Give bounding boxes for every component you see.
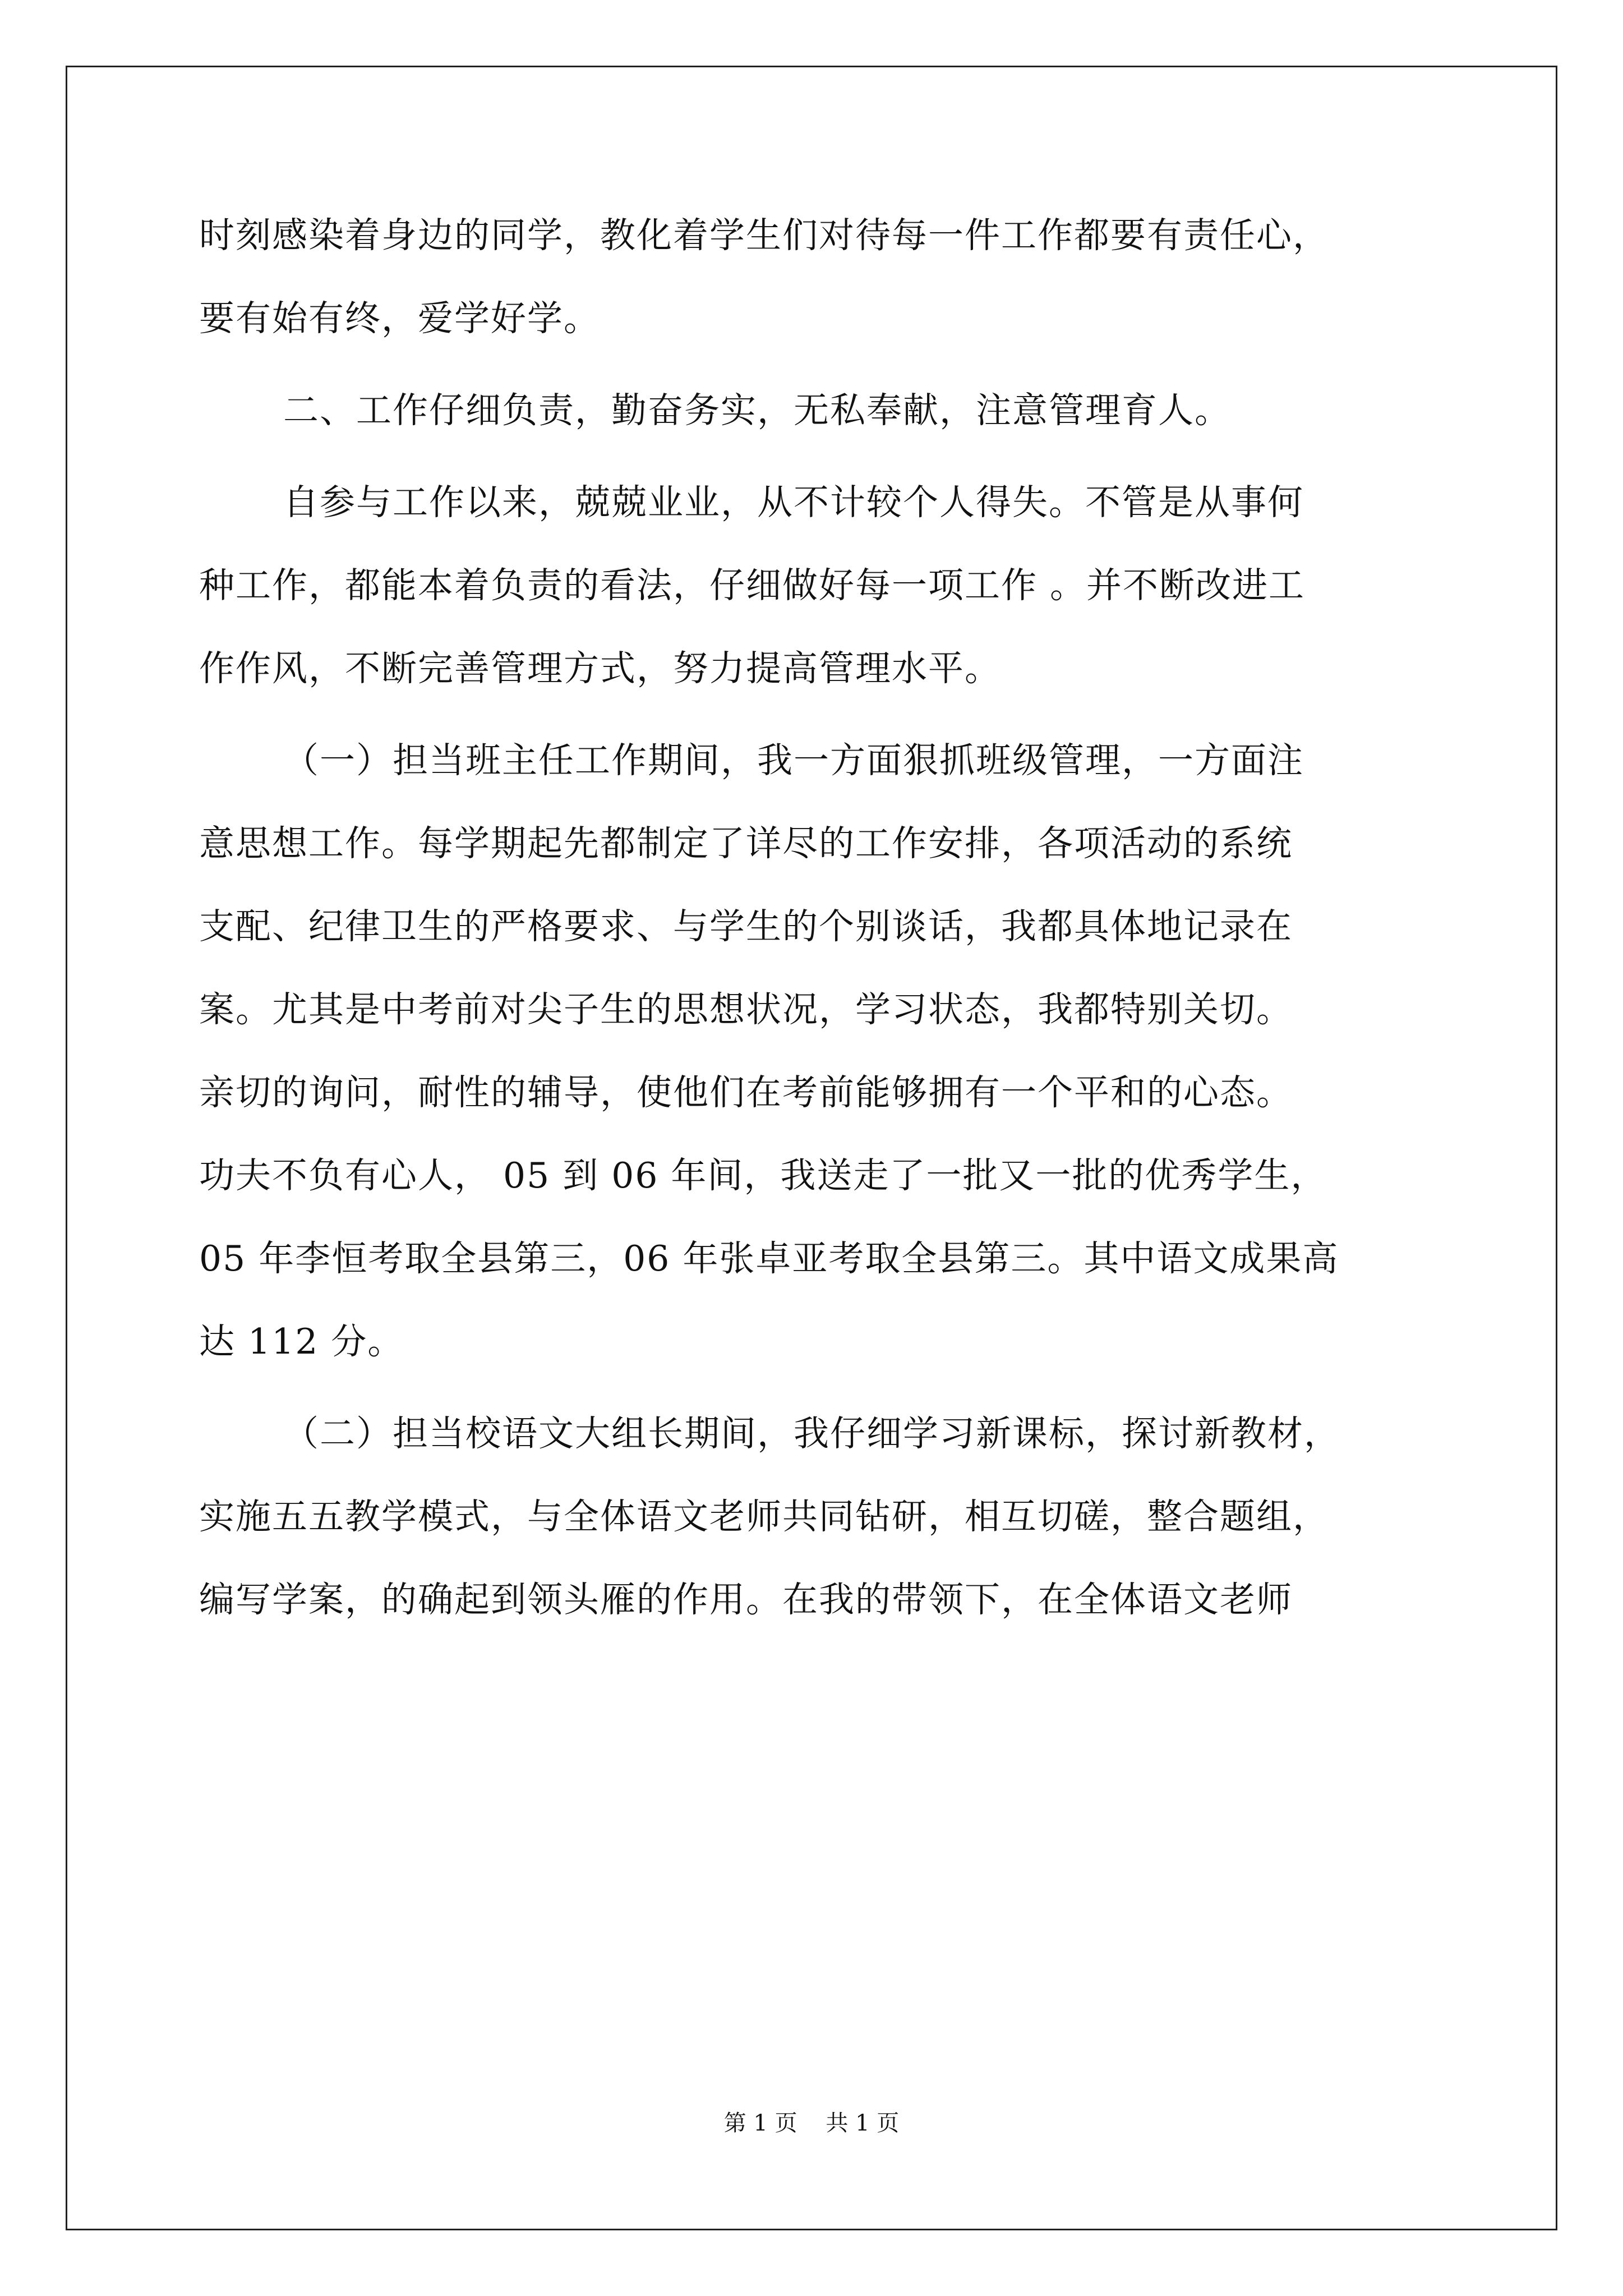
text-line: 案。尤其是中考前对尖子生的思想状况，学习状态，我都特别关切。 — [199, 989, 1293, 1030]
text-line: 编写学案，的确起到领头雁的作用。在我的带领下，在全体语文老师 — [199, 1579, 1293, 1620]
text-line: 05 年李恒考取全县第三，06 年张卓亚考取全县第三。其中语文成果高 — [199, 1238, 1339, 1279]
text-line: （一）担当班主任工作期间，我一方面狠抓班级管理，一方面注 — [283, 740, 1304, 781]
text-line: 作作风，不断完善管理方式，努力提高管理水平。 — [199, 648, 1001, 689]
text-line: 达 112 分。 — [199, 1321, 404, 1362]
text-line: 功夫不负有心人， 05 到 06 年间，我送走了一批又一批的优秀学生， — [199, 1155, 1327, 1196]
page-footer: 第 1 页 共 1 页 — [723, 2110, 900, 2136]
text-line: 亲切的询问，耐性的辅导，使他们在考前能够拥有一个平和的心态。 — [199, 1072, 1293, 1113]
text-line: 自参与工作以来，兢兢业业，从不计较个人得失。不管是从事何 — [283, 482, 1304, 523]
text-line: 要有始有终，爱学好学。 — [199, 298, 600, 339]
text-line: 实施五五教学模式，与全体语文老师共同钻研，相互切磋，整合题组， — [199, 1496, 1329, 1537]
text-line: 时刻感染着身边的同学，教化着学生们对待每一件工作都要有责任心， — [199, 215, 1329, 256]
section-heading: 二、工作仔细负责，勤奋务实，无私奉献，注意管理育人。 — [283, 390, 1231, 431]
text-line: 支配、纪律卫生的严格要求、与学生的个别谈话，我都具体地记录在 — [199, 906, 1293, 947]
text-line: 意思想工作。每学期起先都制定了详尽的工作安排，各项活动的系统 — [199, 823, 1293, 864]
text-line: （二）担当校语文大组长期间，我仔细学习新课标，探讨新教材， — [283, 1413, 1340, 1454]
text-line: 种工作，都能本着负责的看法，仔细做好每一项工作 。并不断改进工 — [199, 565, 1306, 606]
